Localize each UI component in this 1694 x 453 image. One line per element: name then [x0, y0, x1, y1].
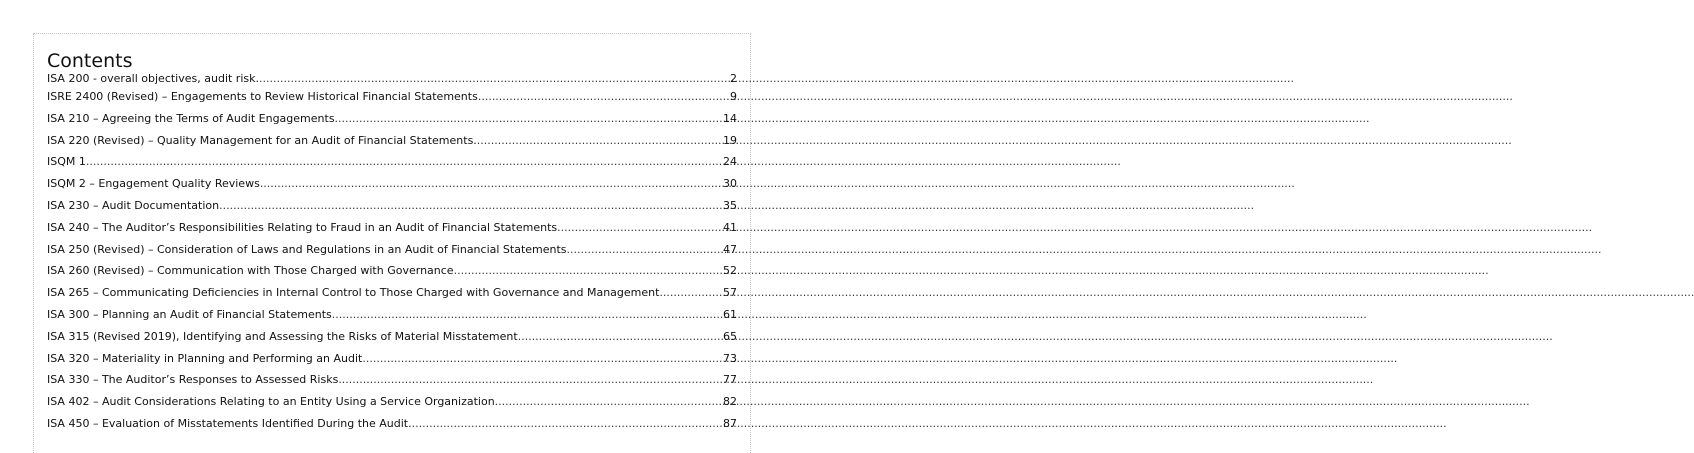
toc-entry[interactable] [47, 417, 737, 439]
toc-entry[interactable] [47, 199, 737, 221]
toc-page-number: 19 [723, 133, 737, 147]
toc-entry-title: ISQM 2 – Engagement Quality Reviews [47, 177, 260, 191]
toc-entry-title: ISA 220 (Revised) – Quality Management for an Audit of Financial Statements. [47, 133, 477, 147]
toc-entry[interactable] [47, 112, 737, 134]
toc-entry[interactable] [47, 221, 737, 243]
toc-entry[interactable] [47, 177, 737, 199]
toc-leader-dots [219, 199, 722, 212]
toc-page-number: 82 [723, 395, 737, 409]
toc-entry-title: ISRE 2400 (Revised) – Engagements to Review Historical Financial Statements [47, 90, 478, 103]
toc-page-number: 52 [723, 264, 737, 278]
toc-entry[interactable] [47, 395, 737, 417]
toc-entry[interactable] [47, 243, 737, 265]
toc-entry-title: ISA 265 – Communicating Deficiencies in Internal Control to Those Charged with Governance and Management [47, 286, 660, 300]
toc-leader-dots [332, 308, 722, 321]
toc-entry-title: ISQM 1 [47, 155, 86, 169]
toc-entry-title: ISA 250 (Revised) – Consideration of Laws and Regulations in an Audit of Financial Statements [47, 242, 567, 256]
toc-leader-dots [495, 395, 722, 408]
toc-entry[interactable] [47, 330, 737, 352]
toc-entry-title: ISA 402 – Audit Considerations Relating to an Entity Using a Service Organization [47, 395, 495, 409]
toc-page-number: 61 [723, 307, 737, 321]
toc-leader-dots [86, 155, 722, 168]
contents-heading: Contents [47, 50, 133, 72]
toc-leader-dots [260, 177, 722, 190]
toc-entry-title: ISA 200 - overall objectives, audit risk. [47, 72, 259, 85]
toc-leader-dots [454, 264, 722, 277]
toc-page-number: 73 [723, 351, 737, 365]
toc-page-number: 87 [723, 416, 737, 430]
toc-leader-dots [338, 373, 722, 386]
toc-entry[interactable] [47, 134, 737, 156]
toc-page-number: 41 [723, 220, 737, 234]
toc-page-number: 65 [723, 329, 737, 343]
toc-page-number: 2 [730, 72, 737, 85]
toc-leader-dots [659, 286, 722, 299]
toc-entry[interactable] [47, 90, 737, 112]
toc-entry-title: ISA 260 (Revised) – Communication with Those Charged with Governance [47, 264, 454, 278]
toc-entry[interactable] [47, 72, 737, 90]
toc-page-number: 35 [723, 198, 737, 212]
toc-entry-title: ISA 240 – The Auditor’s Responsibilities Relating to Fraud in an Audit of Financial Statements [47, 220, 558, 234]
toc-page-number: 14 [723, 111, 737, 125]
toc-page-number: 30 [723, 177, 737, 191]
toc-page-number: 9 [730, 90, 737, 103]
toc-entry-title: ISA 300 – Planning an Audit of Financial Statements [47, 307, 332, 321]
toc-leader-dots [518, 330, 722, 343]
toc-leader-dots [362, 352, 722, 365]
toc-leader-dots [259, 72, 729, 85]
toc-entry-title: ISA 450 – Evaluation of Misstatements Identified During the Audit. [47, 416, 412, 430]
toc-entry[interactable] [47, 264, 737, 286]
toc-leader-dots [335, 112, 722, 125]
toc-entry-title: ISA 210 – Agreeing the Terms of Audit Engagements [47, 111, 335, 125]
toc-leader-dots [557, 221, 722, 234]
toc-entry[interactable] [47, 155, 737, 177]
toc-entry-title: ISA 315 (Revised 2019), Identifying and Assessing the Risks of Material Misstatement [47, 329, 518, 343]
toc-entry[interactable] [47, 352, 737, 374]
toc-page-number: 24 [723, 155, 737, 169]
toc-entry[interactable] [47, 373, 737, 395]
toc-page-number: 47 [723, 242, 737, 256]
toc-entry[interactable] [47, 286, 737, 308]
toc-leader-dots [412, 417, 722, 430]
table-of-contents [47, 72, 737, 439]
toc-leader-dots [567, 243, 722, 256]
toc-entry[interactable] [47, 308, 737, 330]
toc-page-number: 77 [723, 373, 737, 387]
toc-leader-dots [478, 90, 729, 103]
toc-entry-title: ISA 230 – Audit Documentation [47, 198, 220, 212]
toc-entry-title: ISA 320 – Materiality in Planning and Performing an Audit [47, 351, 363, 365]
toc-entry-title: ISA 330 – The Auditor’s Responses to Assessed Risks [47, 373, 339, 387]
toc-page-number: 57 [723, 286, 737, 300]
toc-leader-dots [477, 134, 722, 147]
